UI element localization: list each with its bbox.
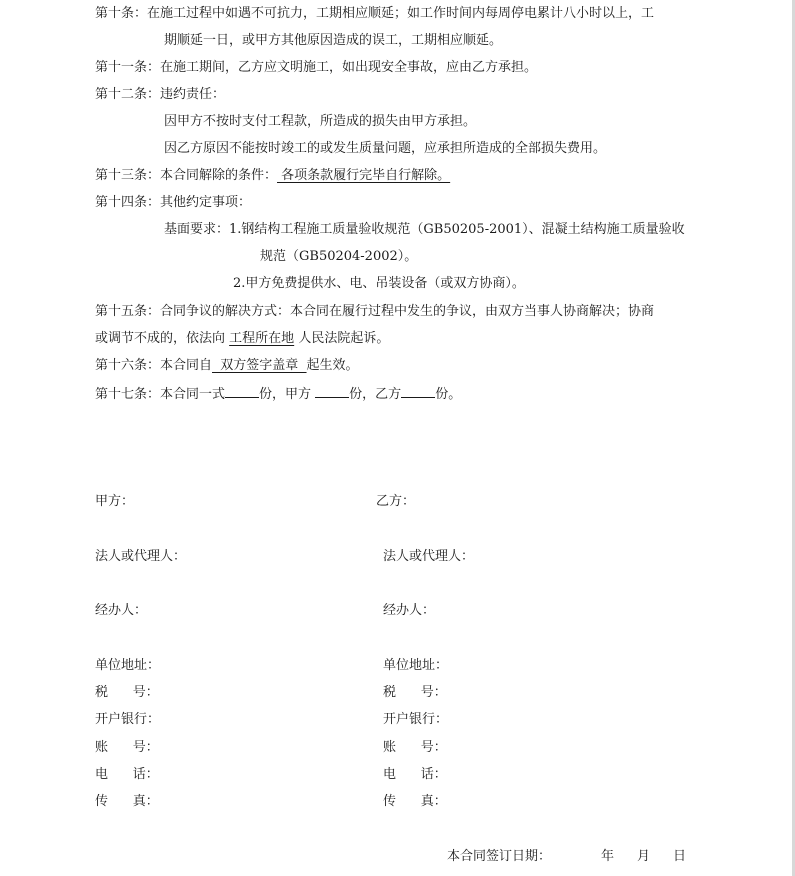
clause-17-prefix: 第十七条：本合同一式	[95, 387, 226, 402]
party-a-rep: 法人或代理人：	[95, 549, 187, 564]
copies-party-b-blank[interactable]	[401, 384, 435, 398]
party-b-label: 乙方：	[376, 494, 416, 509]
clause-12: 第十二条：违约责任：	[95, 87, 226, 102]
clause-10-line-2: 期顺延一日，或甲方其他原因造成的误工，工期相应顺延。	[164, 33, 503, 48]
clause-17	[95, 384, 461, 404]
clause-17-mid-2: 份，乙方	[349, 387, 402, 402]
party-b-rep: 法人或代理人：	[383, 549, 475, 564]
clause-13-prefix: 第十三条：本合同解除的条件：	[95, 168, 278, 183]
clause-11: 第十一条：在施工期间，乙方应文明施工，如出现安全事故，应由乙方承担。	[95, 60, 538, 75]
sign-date-month: 月	[637, 849, 651, 864]
clause-15-line-1: 第十五条：合同争议的解决方式：本合同在履行过程中发生的争议，由双方当事人协商解决；协商	[95, 304, 655, 319]
clause-10-line-1: 第十条：在施工过程中如遇不可抗力，工期相应顺延；如工作时间内每周停电累计八小时以上，工	[95, 6, 655, 21]
clause-14-req-2: 2.甲方免费提供水、电、吊装设备（或双方协商）。	[233, 276, 525, 291]
clause-16	[95, 357, 359, 375]
party-a-bank: 开户银行：	[95, 712, 161, 727]
sign-date-day: 日	[673, 849, 687, 864]
party-a-tax: 税 号：	[95, 685, 159, 700]
sign-date-label: 本合同签订日期：	[447, 849, 552, 864]
clause-14-req-1-line-2: 规范（GB50204-2002）。	[260, 249, 418, 264]
party-b-fax: 传 真：	[383, 794, 447, 809]
party-a-fax: 传 真：	[95, 794, 159, 809]
party-b-bank: 开户银行：	[383, 712, 449, 727]
party-a-label: 甲方：	[95, 494, 135, 509]
party-a-phone: 电 话：	[95, 767, 159, 782]
copies-party-a-blank[interactable]	[315, 384, 349, 398]
party-b-phone: 电 话：	[383, 767, 447, 782]
clause-15-line-2	[95, 330, 389, 348]
party-a-address: 单位地址：	[95, 658, 161, 673]
clause-16-value: 双方签字盖章	[212, 358, 307, 373]
party-b-account: 账 号：	[383, 740, 447, 755]
clause-12-item-1: 因甲方不按时支付工程款，所造成的损失由甲方承担。	[164, 114, 477, 129]
clause-14-req-1-line-1: 基面要求：1.钢结构工程施工质量验收规范（GB50205-2001）、混凝土结构施工质量验收	[164, 222, 685, 237]
party-b-agent: 经办人：	[383, 603, 436, 618]
clause-17-suffix: 份。	[435, 387, 462, 402]
clause-13	[95, 167, 450, 185]
copies-total-blank[interactable]	[225, 384, 259, 398]
party-b-address: 单位地址：	[383, 658, 449, 673]
party-a-agent: 经办人：	[95, 603, 148, 618]
clause-16-prefix: 第十六条：本合同自	[95, 358, 213, 373]
clause-15-suffix: 人民法院起诉。	[298, 331, 390, 346]
clause-14: 第十四条：其他约定事项：	[95, 195, 252, 210]
party-a-account: 账 号：	[95, 740, 159, 755]
sign-date-year: 年	[601, 849, 615, 864]
clause-17-mid-1: 份，甲方	[259, 387, 312, 402]
clause-13-value: 各项条款履行完毕自行解除。	[277, 168, 451, 183]
clause-15-court-value: 工程所在地	[229, 331, 295, 346]
clause-16-suffix: 起生效。	[306, 358, 359, 373]
clause-15-prefix: 或调节不成的，依法向	[95, 331, 226, 346]
clause-12-item-2: 因乙方原因不能按时竣工的或发生质量问题，应承担所造成的全部损失费用。	[164, 141, 607, 156]
party-b-tax: 税 号：	[383, 685, 447, 700]
